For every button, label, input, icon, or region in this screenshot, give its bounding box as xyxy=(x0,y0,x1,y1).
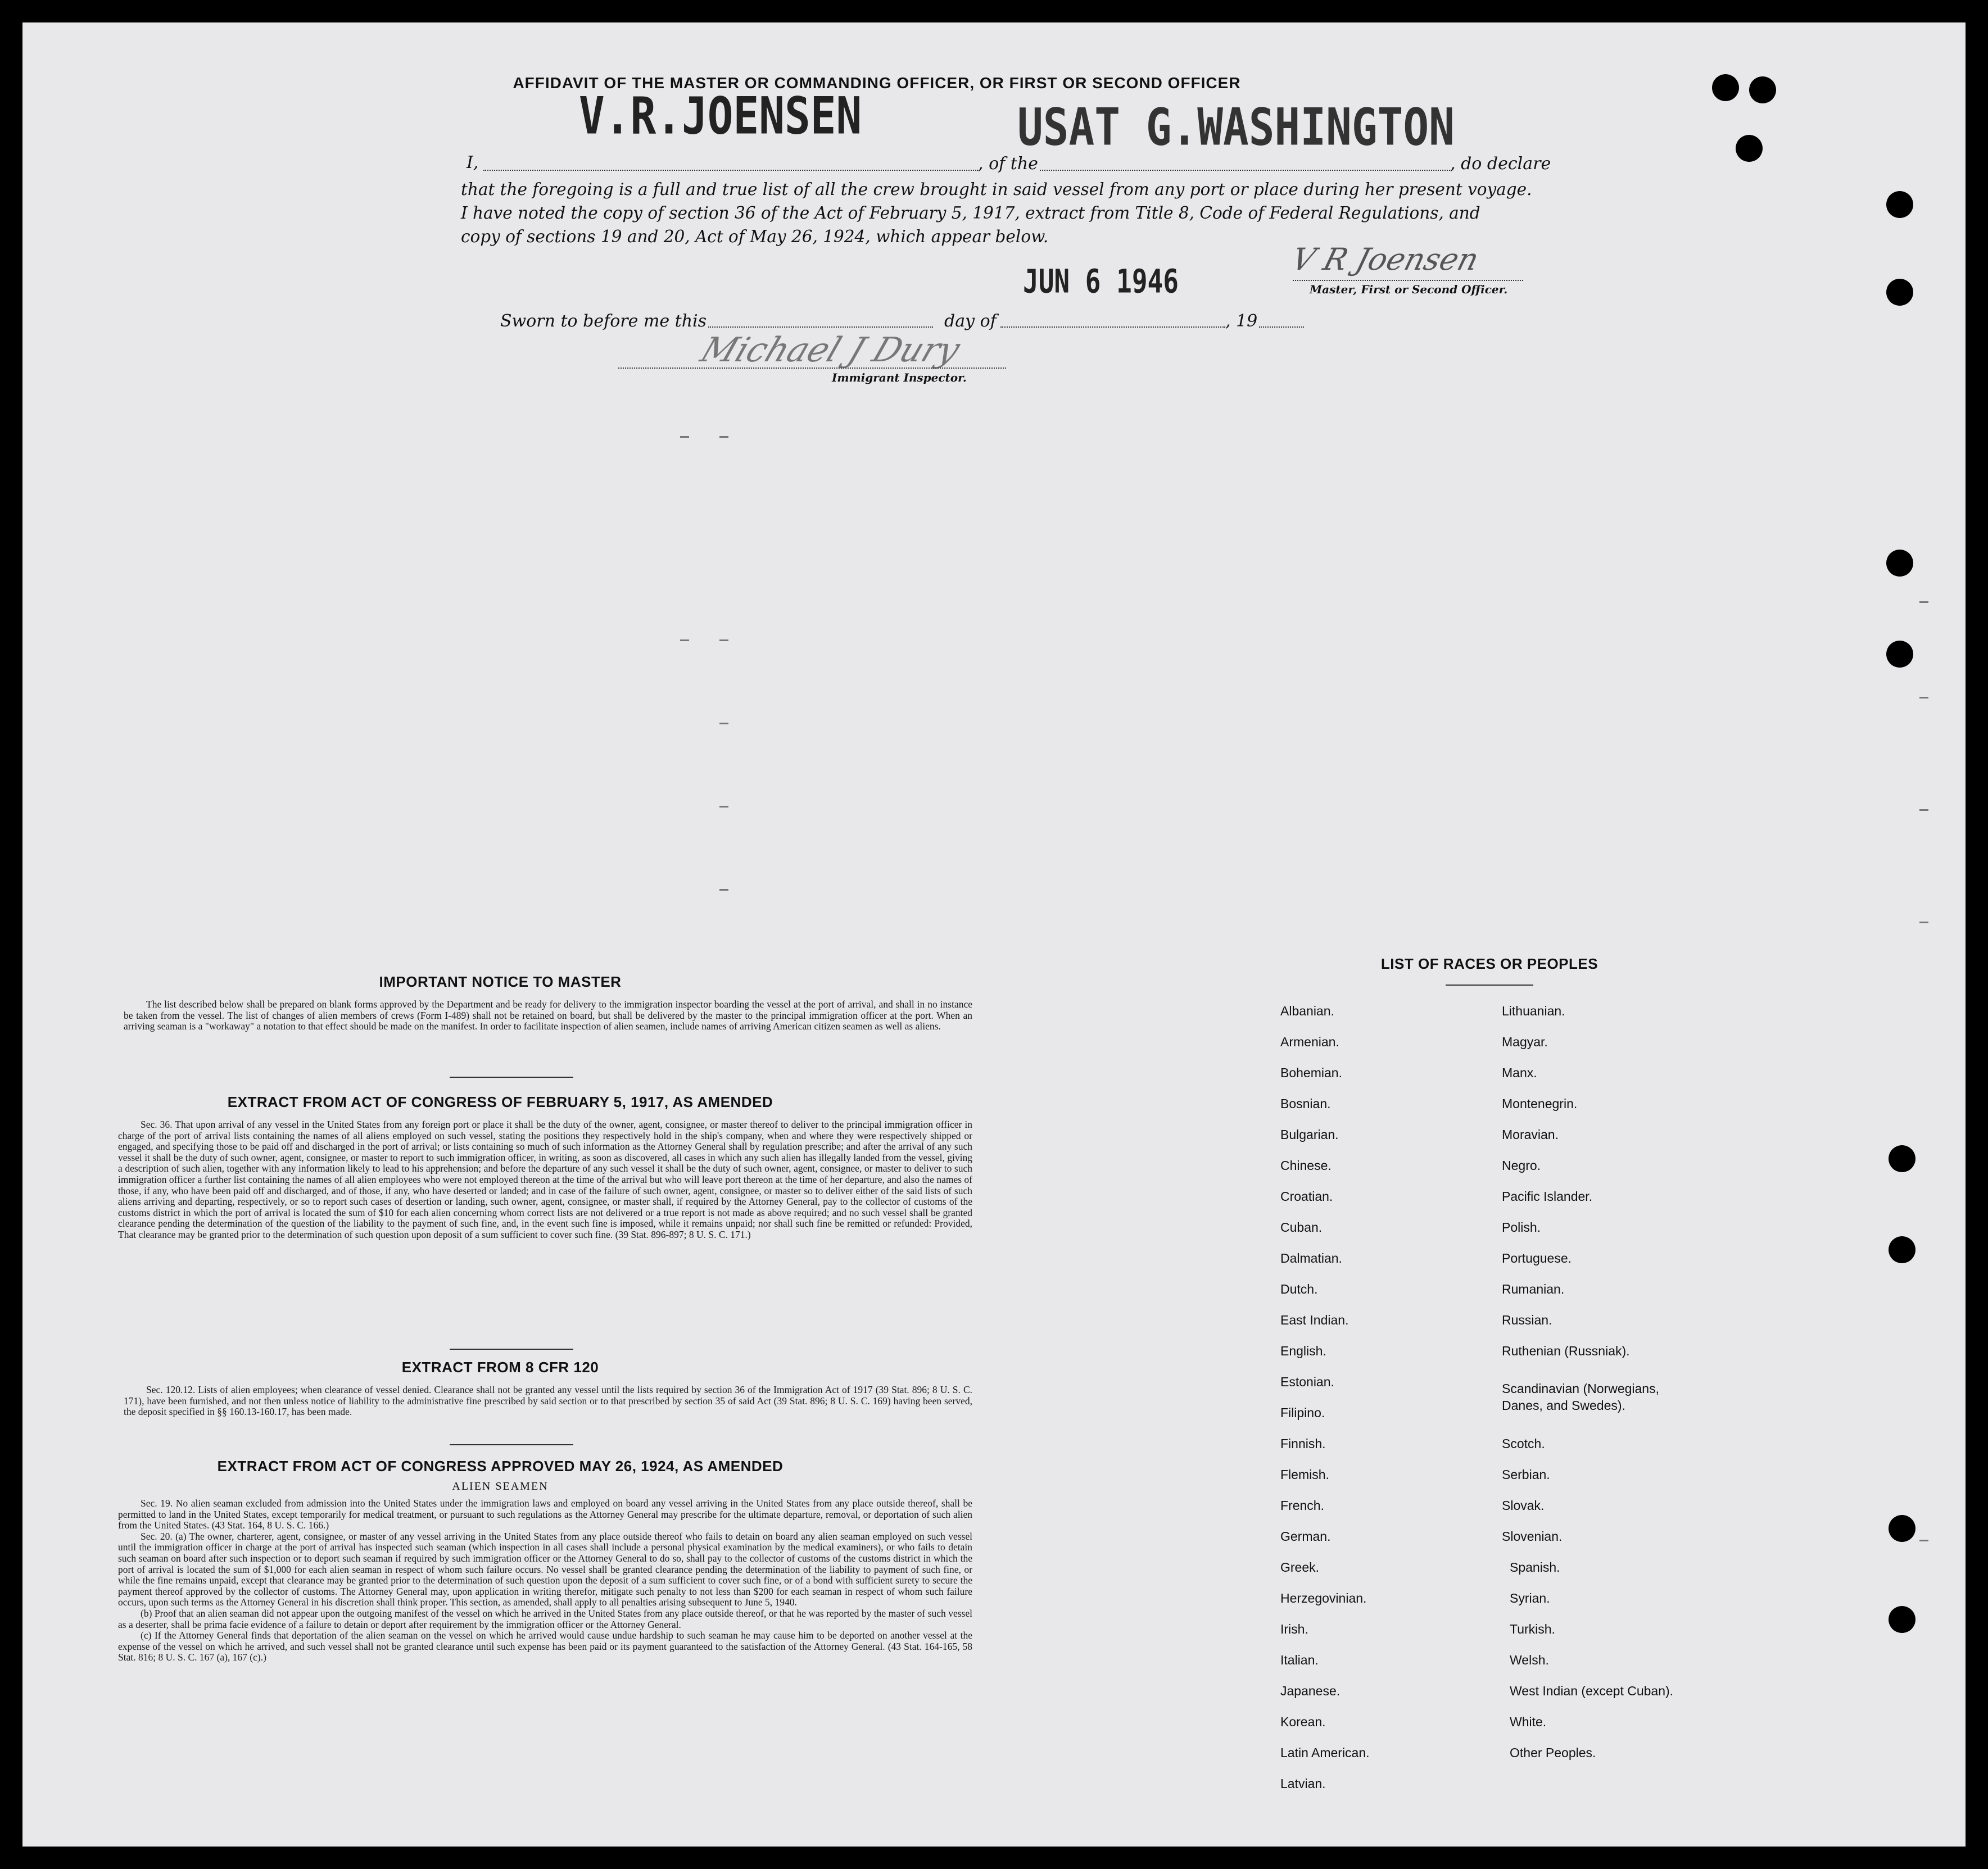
extract-1924-heading: EXTRACT FROM ACT OF CONGRESS APPROVED MAY 26, 1924, AS AMENDED xyxy=(217,1458,784,1475)
master-signature: V R Joensen xyxy=(1288,242,1483,277)
extract-1917-body xyxy=(118,1119,972,1241)
race-item: French. xyxy=(1280,1498,1324,1513)
sworn-year-line xyxy=(1259,326,1304,328)
master-caption: Master, First or Second Officer. xyxy=(1310,283,1508,296)
race-item: East Indian. xyxy=(1280,1313,1349,1327)
dash-mark xyxy=(1919,601,1928,603)
race-item: Serbian. xyxy=(1502,1467,1550,1482)
race-item: Negro. xyxy=(1502,1158,1541,1173)
race-item: Irish. xyxy=(1280,1622,1308,1636)
race-item: Estonian. xyxy=(1280,1374,1334,1389)
race-item: Montenegrin. xyxy=(1502,1096,1578,1111)
sworn-year-prefix: , 19 xyxy=(1225,311,1258,331)
race-item: Latin American. xyxy=(1280,1745,1370,1760)
races-heading-rule xyxy=(1446,985,1533,986)
notice-heading: IMPORTANT NOTICE TO MASTER xyxy=(379,973,622,990)
race-item: English. xyxy=(1280,1344,1326,1358)
race-item: Slovenian. xyxy=(1502,1529,1563,1544)
race-item: Magyar. xyxy=(1502,1035,1548,1049)
race-item: Turkish. xyxy=(1510,1622,1555,1636)
sworn-day-line xyxy=(708,326,933,328)
race-item: Japanese. xyxy=(1280,1684,1341,1698)
race-item: Other Peoples. xyxy=(1510,1745,1596,1760)
dash-mark xyxy=(1919,697,1928,698)
race-item: Manx. xyxy=(1502,1065,1537,1080)
race-item: Bosnian. xyxy=(1280,1096,1331,1111)
dash-mark xyxy=(1919,809,1928,811)
dash-mark xyxy=(719,889,728,891)
section-divider xyxy=(450,1349,573,1350)
races-heading: LIST OF RACES OR PEOPLES xyxy=(1380,955,1598,972)
race-item: Slovak. xyxy=(1502,1498,1545,1513)
race-item: Chinese. xyxy=(1280,1158,1332,1173)
race-item: Portuguese. xyxy=(1502,1251,1572,1265)
affidavit-do-declare: , do declare xyxy=(1450,154,1551,174)
race-item: Filipino. xyxy=(1280,1405,1325,1420)
race-item: Greek. xyxy=(1280,1560,1320,1575)
race-item: Albanian. xyxy=(1280,1004,1334,1018)
vessel-line xyxy=(1040,170,1450,171)
punch-hole xyxy=(1886,550,1913,577)
dash-mark xyxy=(680,639,689,641)
extract-1924-sec19: Sec. 19. No alien seaman excluded from admission into the United States under the immigration laws and employed on board any vessel arriving in the United States from any place outside thereof, shall be permitted to land in the United States, except temporarily for medical treatment, or pursuant to such regulations as the Attorney General may prescribe for the ultimate departure, removal, or deportation of such alien from the United States. (43 Stat. 164, 8 U. S. C. 166.) xyxy=(118,1498,972,1531)
extract-1917-paragraph: Sec. 36. That upon arrival of any vessel in the United States from any foreign port or place it shall be the duty of the owner, agent, consignee, or master thereof to deliver to the principal immigration officer in charge of the port of arrival lists containing the names of all aliens employed on such vessel, stating the positions they respectively hold in the ship's company, when and where they were respectively shipped or engaged, and specifying those to be paid off and discharged in the port of arrival; or lists containing so much of such information as the Attorney General shall by regulation prescribe; and after the arrival of any such vessel it shall be the duty of such owner, agent, consignee, or master to report to such immigration officer, in writing, as soon as discovered, all cases in which any such alien has illegally landed from the vessel, giving a description of such alien, together with any information likely to lead to his apprehension; and before the departure of any such vessel it shall be the duty of such owner, agent, consignee, or master to deliver to such immigration officer a further list containing the names of all alien employees who were not employed thereon at the time of the arrival but who will leave port thereon at the time of her departure, and also the names of those, if any, who have been paid off and discharged, and of those, if any, who have deserted or landed; and in case of the failure of such owner, agent, consignee, or master so to deliver either of the said lists of such aliens arriving and departing, respectively, or so to report such cases of desertion or landing, such owner, agent, consignee, or master shall, if required by the Attorney General, pay to the collector of customs of the customs district in which the port of arrival is located the sum of $10 for each alien concerning whom correct lists are not delivered or a true report is not made as above required; and no such vessel shall be granted clearance pending the determination of the question of the liability to the payment of such fine, and, in the event such fine is imposed, while it remains unpaid; nor shall such fine be remitted or refunded: Provided, That clearance may be granted prior to the determination of such question upon deposit of a sum sufficient to cover such fine. (39 Stat. 896-897; 8 U. S. C. 171.) xyxy=(118,1119,972,1240)
vessel-name-stamp: USAT G.WASHINGTON xyxy=(1017,97,1455,157)
race-item: Ruthenian (Russniak). xyxy=(1502,1344,1630,1358)
race-item: Bohemian. xyxy=(1280,1065,1342,1080)
race-item: West Indian (except Cuban). xyxy=(1510,1684,1674,1698)
section-divider xyxy=(450,1444,573,1445)
dash-mark xyxy=(719,639,728,641)
inspector-signature: Michael J Dury xyxy=(695,330,966,370)
master-name-stamp: V.R.JOENSEN xyxy=(579,85,862,146)
affidavit-of-the: , of the xyxy=(978,154,1038,174)
affidavit-title: AFFIDAVIT OF THE MASTER OR COMMANDING OFFICER, OR FIRST OR SECOND OFFICER xyxy=(513,74,1241,92)
punch-hole xyxy=(1749,76,1776,103)
punch-hole xyxy=(1886,641,1913,668)
extract-1917-heading: EXTRACT FROM ACT OF CONGRESS OF FEBRUARY 5, 1917, AS AMENDED xyxy=(227,1094,773,1110)
race-item: Latvian. xyxy=(1280,1776,1326,1791)
race-item: Herzegovinian. xyxy=(1280,1591,1367,1605)
affidavit-line-4: copy of sections 19 and 20, Act of May 26, 1924, which appear below. xyxy=(461,227,1049,246)
sworn-prefix: Sworn to before me this xyxy=(500,311,707,331)
extract-cfr-paragraph: Sec. 120.12. Lists of alien employees; when clearance of vessel denied. Clearance shall not be granted any vessel until the lists required by section 36 of the Immigration Act of 1917 (39 Stat. 896; 8 U. S. C. 171), have been furnished, and not then unless notice of liability to the administrative fine prescribed by said section or to that prescribed by section 35 of said Act (39 Stat. 896; 8 U. S. C. 169) having been served, the deposit specified in §§ 160.13-160.17, has been made. xyxy=(124,1384,972,1418)
dash-mark xyxy=(719,723,728,724)
master-signature-line xyxy=(1293,280,1523,281)
race-item: Russian. xyxy=(1502,1313,1552,1327)
extract-cfr-heading: EXTRACT FROM 8 CFR 120 xyxy=(401,1359,599,1376)
dash-mark xyxy=(719,806,728,808)
dash-mark xyxy=(719,436,728,438)
dash-mark xyxy=(1919,1540,1928,1541)
date-stamp: JUN 6 1946 xyxy=(1023,262,1179,300)
race-item: Armenian. xyxy=(1280,1035,1339,1049)
punch-hole xyxy=(1886,191,1913,218)
punch-hole xyxy=(1889,1606,1915,1633)
affidavit-i-prefix: I, xyxy=(467,153,479,173)
extract-1924-sec20a: Sec. 20. (a) The owner, charterer, agent, consignee, or master of any vessel arriving in the United States from any place outside thereof who fails to detain on board any alien seaman employed on such vessel until the immigration officer in charge at the port of arrival has inspected such seaman (which inspection in all cases shall include a personal physical examination by the medical examiners), or who fails to detain such seaman on board after such inspection or to deport such seaman if required by such immigration officer or the Attorney General to do so, shall pay to the collector of customs of the customs district in which the port of arrival is located the sum of $1,000 for each alien seaman in respect of whom such failure occurs. No vessel shall be granted clearance pending the determination of the liability to payment of such fine, or while the fine remains unpaid, except that clearance may be granted prior to the determination of such question upon the deposit of a sum sufficient to cover such fine, or of a bond with sufficient surety to secure the payment thereof approved by the collector of customs. The Attorney General may, upon application in writing therefor, mitigate such penalty to not less than $200 for each seaman in respect of whom such failure occurs, upon such terms as the Attorney General in his discretion shall think proper. This section, as amended, shall apply to all penalties arising subsequent to June 5, 1940. xyxy=(118,1530,972,1608)
dash-mark xyxy=(1919,922,1928,923)
section-divider xyxy=(450,1077,573,1078)
affidavit-line-3: I have noted the copy of section 36 of the Act of February 5, 1917, extract from Title 8, Code of Federal Regulations, and xyxy=(461,203,1480,223)
race-item: Finnish. xyxy=(1280,1436,1326,1451)
race-item: Flemish. xyxy=(1280,1467,1329,1482)
punch-hole xyxy=(1889,1515,1915,1542)
race-item: Pacific Islander. xyxy=(1502,1189,1593,1204)
document-page xyxy=(22,22,1966,1847)
race-item: Bulgarian. xyxy=(1280,1127,1339,1142)
race-item: Polish. xyxy=(1502,1220,1541,1235)
race-item: Cuban. xyxy=(1280,1220,1323,1235)
sworn-day-of: day of xyxy=(944,311,997,331)
punch-hole xyxy=(1886,279,1913,306)
race-item: Italian. xyxy=(1280,1653,1319,1667)
dash-mark xyxy=(680,436,689,438)
extract-cfr-body xyxy=(124,1385,972,1418)
race-item: Scandinavian (Norwegians, Danes, and Swedes). xyxy=(1502,1381,1659,1413)
extract-1924-sec20c: (c) If the Attorney General finds that deportation of the alien seaman on the vessel on which he arrived would cause undue hardship to such seaman he may cause him to be deported on another vessel at the expense of the vessel on which he arrived, and such vessel shall not be granted clearance until such expense has been paid or its payment guaranteed to the satisfaction of the Attorney General. (43 Stat. 164-165, 58 Stat. 816; 8 U. S. C. 167 (a), 167 (c).) xyxy=(118,1630,972,1663)
race-item: Dutch. xyxy=(1280,1282,1318,1296)
notice-body xyxy=(124,999,972,1032)
extract-1924-body xyxy=(118,1498,972,1663)
race-item: Welsh. xyxy=(1510,1653,1549,1667)
punch-hole xyxy=(1736,135,1763,162)
affidavit-line-2: that the foregoing is a full and true list of all the crew brought in said vessel from any port or place during her present voyage. xyxy=(461,180,1532,199)
punch-hole xyxy=(1889,1236,1915,1263)
inspector-signature-line xyxy=(618,368,1006,369)
notice-paragraph: The list described below shall be prepared on blank forms approved by the Department and be ready for delivery to the immigration inspector boarding the vessel at the port of arrival, and shall in no instance be taken from the vessel. The list of changes of alien members of crews (Form I-489) shall not be retained on board, but shall be delivered by the master to the principal immigration officer at the port. When an arriving seaman is a "workaway" a notation to that effect should be made on the manifest. In order to facilitate inspection of alien seamen, include names of arriving American citizen seamen as well as aliens. xyxy=(124,999,972,1032)
race-item: German. xyxy=(1280,1529,1331,1544)
race-item: Spanish. xyxy=(1510,1560,1560,1575)
punch-hole xyxy=(1889,1145,1915,1172)
extract-1924-sec20b: (b) Proof that an alien seaman did not appear upon the outgoing manifest of the vessel on which he arrived in the United States from any place outside thereof, or that he was reported by the master of such vessel as a deserter, shall be prima facie evidence of a failure to detain or deport after requirement by the immigration officer or the Attorney General. xyxy=(118,1607,972,1630)
race-item: Lithuanian. xyxy=(1502,1004,1565,1018)
race-item: Croatian. xyxy=(1280,1189,1333,1204)
race-item: Dalmatian. xyxy=(1280,1251,1342,1265)
race-item: Syrian. xyxy=(1510,1591,1550,1605)
inspector-caption: Immigrant Inspector. xyxy=(832,371,967,384)
race-item: Korean. xyxy=(1280,1714,1326,1729)
race-item: Rumanian. xyxy=(1502,1282,1565,1296)
name-line xyxy=(483,170,978,171)
race-item: Moravian. xyxy=(1502,1127,1559,1142)
sworn-month-line xyxy=(1000,326,1225,328)
extract-1924-subheading: ALIEN SEAMEN xyxy=(452,1480,549,1493)
race-item: Scotch. xyxy=(1502,1436,1545,1451)
race-item: White. xyxy=(1510,1714,1547,1729)
